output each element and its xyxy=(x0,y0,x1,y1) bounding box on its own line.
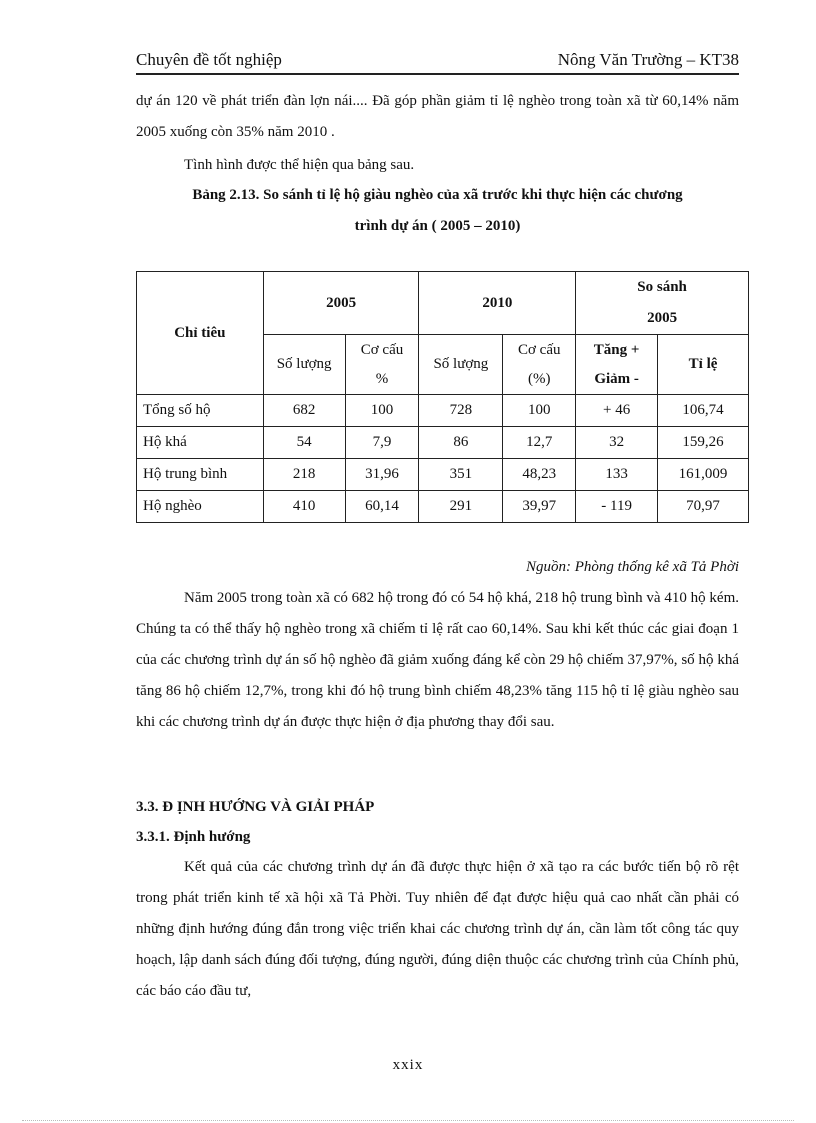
cell-change: + 46 xyxy=(576,395,658,427)
subheader-quantity-2010: Số lượng xyxy=(419,335,503,395)
cell-structure-2010: 48,23 xyxy=(503,459,576,491)
subheader-structure-2005-line-1: Cơ cấu xyxy=(360,341,404,358)
table-row xyxy=(137,459,749,491)
subheader-change-line-1: Tăng + xyxy=(593,341,640,358)
cell-quantity-2010: 291 xyxy=(419,491,503,523)
table-row xyxy=(137,491,749,523)
subheader-structure-2005-line-2: % xyxy=(375,370,389,387)
cell-structure-2010: 12,7 xyxy=(503,427,576,459)
header-indicator: Chỉ tiêu xyxy=(137,272,264,395)
table-row xyxy=(137,395,749,427)
orientation-paragraph: Kết quả của các chương trình dự án đã được thực hiện ở xã tạo ra các bước tiến bộ rõ rệt trong phát triển kinh tế xã hội xã Tả Phời. Tuy nhiên để đạt được hiệu quả cao nhất cần phải có những định hướng đúng đắn trong việc triển khai các chương trình dự án, cần làm tốt công tác quy hoạch, lập danh sách đúng đối tượng, đúng người, đúng diện thuộc các chương trình của Chính phủ, các báo cáo đầu tư, xyxy=(136,859,739,999)
household-comparison-table xyxy=(136,271,749,523)
page-number: xxix xyxy=(392,1057,424,1073)
cell-ratio: 161,009 xyxy=(658,459,749,491)
cell-structure-2010: 39,97 xyxy=(503,491,576,523)
cell-quantity-2005: 218 xyxy=(263,459,345,491)
header-author: Nông Văn Trường – KT38 xyxy=(557,50,739,69)
table-caption-line-2: trình dự án ( 2005 – 2010) xyxy=(354,218,521,234)
cell-ratio: 159,26 xyxy=(658,427,749,459)
table-reference-sentence: Tình hình được thể hiện qua bảng sau. xyxy=(184,157,415,173)
row-label: Hộ khá xyxy=(137,427,264,459)
header-compare-line-2: 2005 xyxy=(647,310,678,326)
header-2010: 2010 xyxy=(419,272,576,335)
subheader-structure-2005 xyxy=(345,335,419,395)
cell-ratio: 106,74 xyxy=(658,395,749,427)
page-header xyxy=(136,50,739,75)
analysis-paragraph: Năm 2005 trong toàn xã có 682 hộ trong đó có 54 hộ khá, 218 hộ trung bình và 410 hộ kém. Chúng ta có thể thấy hộ nghèo trong xã chiếm tỉ lệ rất cao 60,14%. Sau khi kết thúc các giai đoạn 1 của các chương trình dự án số hộ nghèo đã giảm xuống đáng kể còn 29 hộ chiếm 37,97%, số hộ khá tăng 86 hộ chiếm 12,7%, trong khi đó hộ trung bình chiếm 48,23% tăng 115 hộ tỉ lệ giàu nghèo sau khi các chương trình dự án được thực hiện ở địa phương thay đổi sau. xyxy=(136,590,739,730)
subheader-structure-2010-line-1: Cơ cấu xyxy=(518,341,561,358)
cell-quantity-2005: 410 xyxy=(263,491,345,523)
subheader-structure-2010 xyxy=(503,335,576,395)
cell-change: - 119 xyxy=(576,491,658,523)
header-compare xyxy=(576,272,749,335)
header-2005: 2005 xyxy=(263,272,419,335)
cell-structure-2005: 7,9 xyxy=(345,427,419,459)
row-label: Tổng số hộ xyxy=(137,395,264,427)
row-label: Hộ trung bình xyxy=(137,459,264,491)
cell-change: 133 xyxy=(576,459,658,491)
table-header-row xyxy=(137,272,749,335)
intro-paragraph: dự án 120 về phát triển đàn lợn nái.... Đã góp phần giảm tỉ lệ nghèo trong toàn xã từ 60,14% năm 2005 xuống còn 35% năm 2010 . xyxy=(136,93,739,140)
cell-quantity-2005: 54 xyxy=(263,427,345,459)
subheader-structure-2010-line-2: (%) xyxy=(528,370,551,387)
cell-ratio: 70,97 xyxy=(658,491,749,523)
row-label: Hộ nghèo xyxy=(137,491,264,523)
cell-quantity-2010: 728 xyxy=(419,395,503,427)
subheader-change xyxy=(576,335,658,395)
cell-structure-2005: 100 xyxy=(345,395,419,427)
subheader-ratio: Tỉ lệ xyxy=(658,335,749,395)
table-row xyxy=(137,427,749,459)
cell-change: 32 xyxy=(576,427,658,459)
cell-quantity-2010: 86 xyxy=(419,427,503,459)
header-title: Chuyên đề tốt nghiệp xyxy=(136,50,282,69)
header-compare-line-1: So sánh xyxy=(637,279,687,295)
subheader-quantity-2005: Số lượng xyxy=(263,335,345,395)
section-heading: 3.3. Đ ỊNH HƯỚNG VÀ GIẢI PHÁP xyxy=(136,799,375,815)
cell-structure-2005: 31,96 xyxy=(345,459,419,491)
cell-quantity-2005: 682 xyxy=(263,395,345,427)
page-bottom-rule xyxy=(22,1120,794,1121)
subheader-change-line-2: Giảm - xyxy=(594,370,639,387)
subsection-heading: 3.3.1. Định hướng xyxy=(136,829,251,845)
cell-quantity-2010: 351 xyxy=(419,459,503,491)
cell-structure-2005: 60,14 xyxy=(345,491,419,523)
table-source: Nguồn: Phòng thống kê xã Tả Phời xyxy=(526,559,739,575)
table-caption-line-1: Bảng 2.13. So sánh tỉ lệ hộ giàu nghèo của xã trước khi thực hiện các chương xyxy=(192,187,683,203)
cell-structure-2010: 100 xyxy=(503,395,576,427)
